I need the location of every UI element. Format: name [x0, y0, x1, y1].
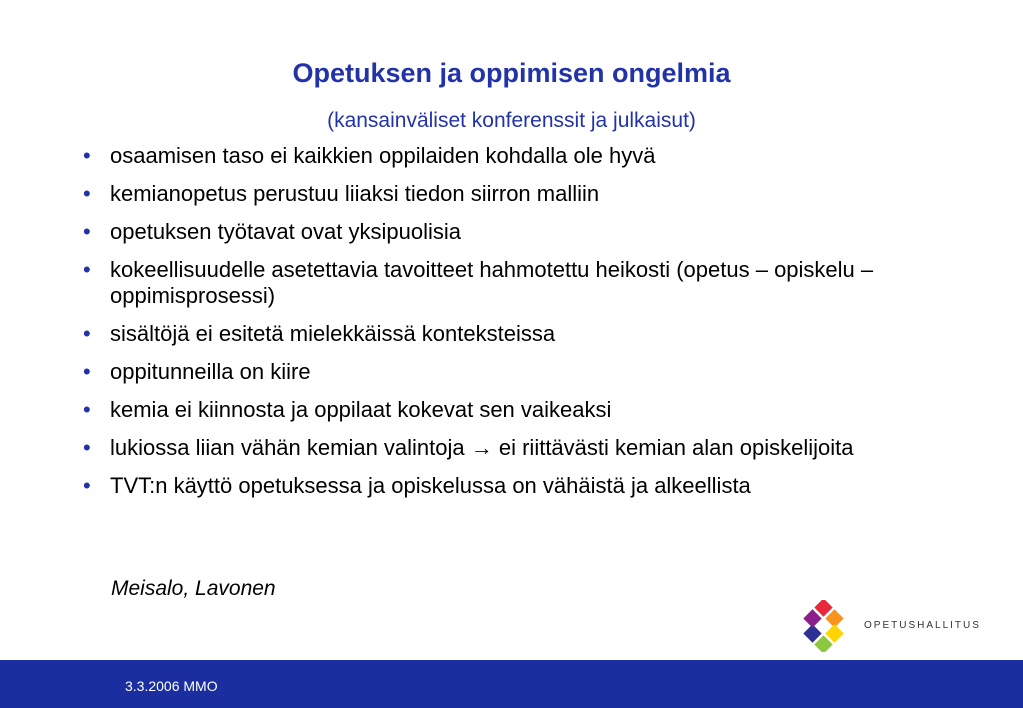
bullet-dot-icon: • — [83, 397, 91, 422]
bullet-dot-icon: • — [83, 143, 91, 168]
logo-text: OPETUSHALLITUS — [864, 620, 981, 631]
footer-bar — [0, 660, 1023, 708]
bullet-item — [83, 359, 943, 385]
bullet-dot-icon: • — [83, 181, 91, 206]
bullet-item — [83, 219, 943, 245]
bullet-text: sisältöjä ei esitetä mielekkäissä konteksteissa — [110, 321, 556, 346]
slide-title: Opetuksen ja oppimisen ongelmia — [292, 58, 731, 88]
bullet-item — [83, 321, 943, 347]
opetushallitus-logo — [803, 600, 981, 652]
bullet-text: kemianopetus perustuu liiaksi tiedon siirron malliin — [110, 181, 600, 206]
bullet-text: opetuksen työtavat ovat yksipuolisia — [110, 219, 461, 244]
footer-text: 3.3.2006 MMO — [125, 678, 218, 694]
bullet-text: lukiossa liian vähän kemian valintoja → ei riittävästi kemian alan opiskelijoita — [110, 435, 854, 460]
bullet-list — [83, 143, 943, 511]
slide-subtitle: (kansainväliset konferenssit ja julkaisut) — [327, 109, 696, 132]
bullet-item — [83, 435, 943, 461]
bullet-dot-icon: • — [83, 321, 91, 346]
bullet-dot-icon: • — [83, 359, 91, 384]
bullet-dot-icon: • — [83, 219, 91, 244]
bullet-dot-icon: • — [83, 257, 91, 282]
bullet-item — [83, 397, 943, 423]
bullet-text: kemia ei kiinnosta ja oppilaat kokevat sen vaikeaksi — [110, 397, 612, 422]
bullet-text: TVT:n käyttö opetuksessa ja opiskelussa on vähäistä ja alkeellista — [110, 473, 751, 498]
bullet-text: kokeellisuudelle asetettavia tavoitteet hahmotettu heikosti (opetus – opiskelu – oppimisprosessi) — [110, 257, 874, 308]
bullet-text: osaamisen taso ei kaikkien oppilaiden kohdalla ole hyvä — [110, 143, 656, 168]
bullet-item — [83, 143, 943, 169]
bullet-text: oppitunneilla on kiire — [110, 359, 311, 384]
bullet-item — [83, 181, 943, 207]
citation: Meisalo, Lavonen — [111, 577, 276, 600]
bullet-item — [83, 473, 943, 499]
bullet-item — [83, 257, 943, 309]
bullet-dot-icon: • — [83, 473, 91, 498]
bullet-dot-icon: • — [83, 435, 91, 460]
opetushallitus-logo-icon — [803, 600, 855, 652]
